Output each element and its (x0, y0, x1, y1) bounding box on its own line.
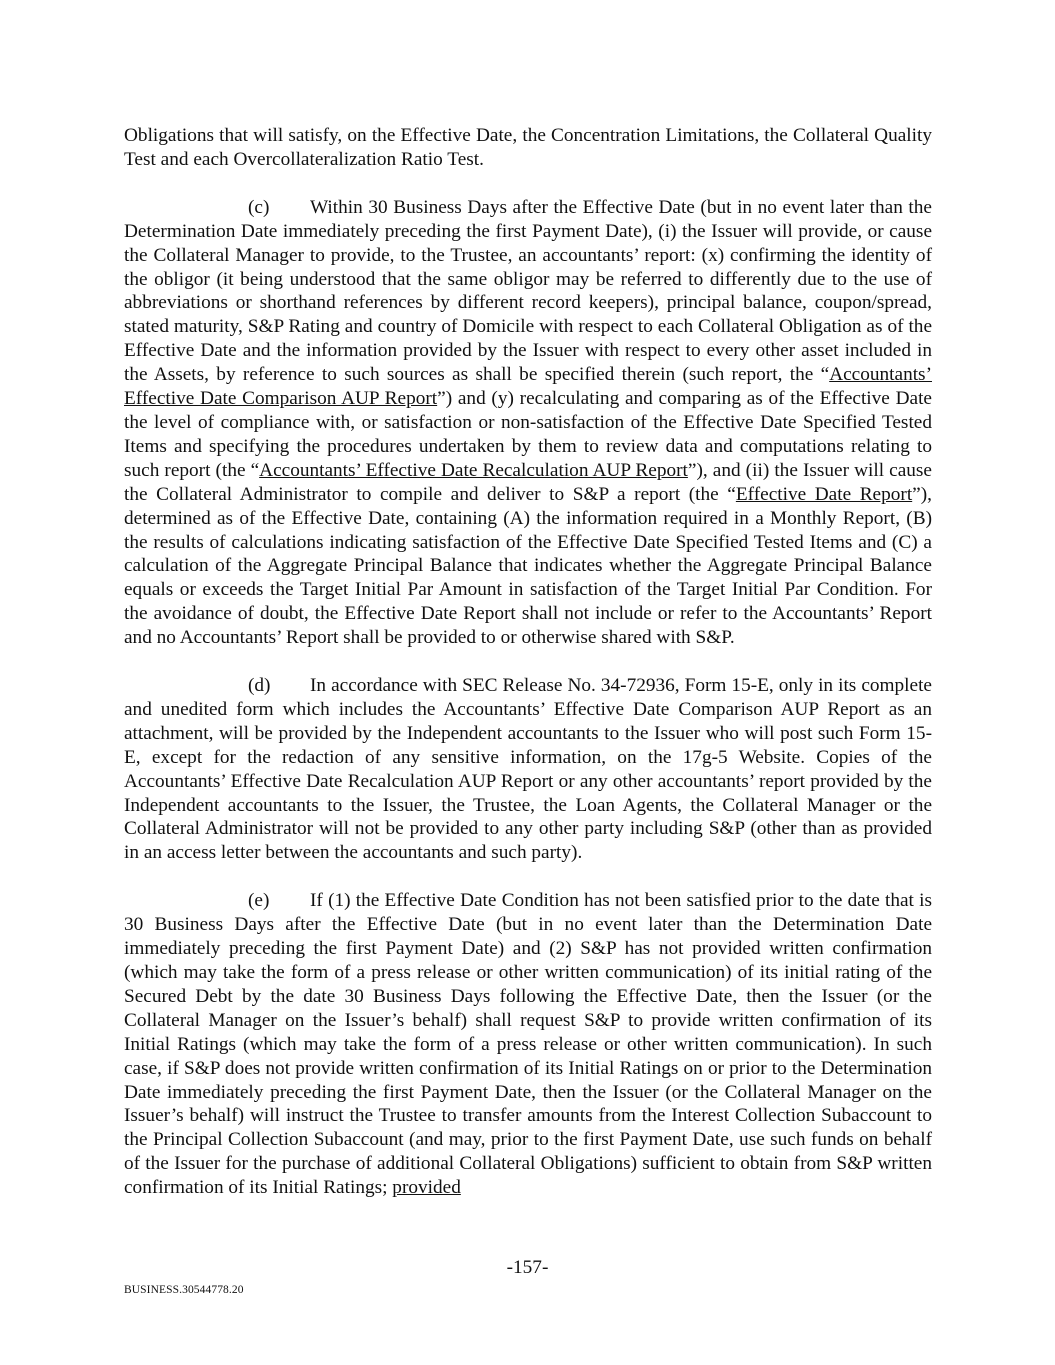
paragraph-d-label: (d) (248, 675, 271, 697)
defined-term-effective-date-report: Effective Date Report (735, 483, 913, 505)
defined-term-provided: provided (392, 1177, 461, 1199)
paragraph-e-label: (e) (248, 890, 270, 912)
defined-term-recalculation-aup-report: Accountants’ Effective Date Recalculation AUP Report (259, 459, 688, 481)
paragraph-d-text: In accordance with SEC Release No. 34-72936, Form 15-E, only in its complete and unedited form which includes the Accountants’ Effective Date Comparison AUP Report as an attachment, will be provided by the Independent accountants to the Issuer who will post such Form 15-E, except for the redaction of any sensitive information, on the 17g-5 Website. Copies of the Accountants’ Effective Date Recalculation AUP Report or any other accountants’ report provided by the Independent accountants to the Issuer, the Trustee, the Loan Agents, the Collateral Manager or the Collateral Administrator will not be provided to any other party including S&P (other than as provided in an access letter between the accountants and such party). (124, 675, 932, 864)
paragraph-c-text-2: ”) and (y) recalculating and comparing as of the Effective Date the level of compliance with, or satisfaction or non-satisfaction of the Effective Date Specified Tested Items and specifying the procedures undertaken by them to review data and computations relating to such report (the “ (124, 388, 932, 481)
paragraph-d (124, 674, 932, 865)
paragraph-e-text: If (1) the Effective Date Condition has not been satisfied prior to the date that is 30 Business Days after the Effective Date (but in no event later than the Determination Date immediately preceding the first Payment Date) and (2) S&P has not provided written confirmation (which may take the form of a press release or other written communication) of its initial rating of the Secured Debt by the date 30 Business Days following the Effective Date, then the Issuer (or the Collateral Manager on the Issuer’s behalf) shall request S&P to provide written confirmation of its Initial Ratings (which may take the form of a press release or other written communication). In such case, if S&P does not provide written confirmation of its Initial Ratings on or prior to the Determination Date immediately preceding the first Payment Date, then the Issuer (or the Collateral Manager on the Issuer’s behalf) will instruct the Trustee to transfer amounts from the Interest Collection Subaccount to the Principal Collection Subaccount (and may, prior to the first Payment Date, use such funds on behalf of the Issuer for the purchase of additional Collateral Obligations) sufficient to obtain from S&P written confirmation of its Initial Ratings; (124, 890, 932, 1199)
document-id: BUSINESS.30544778.20 (124, 1284, 244, 1296)
page-number: -157- (506, 1257, 549, 1278)
paragraph-c (124, 196, 932, 650)
intro-text: Obligations that will satisfy, on the Effective Date, the Concentration Limitations, the Collateral Quality Test and each Overcollateralization Ratio Test. (124, 125, 932, 170)
paragraph-c-text-1: Within 30 Business Days after the Effective Date (but in no event later than the Determination Date immediately preceding the first Payment Date), (i) the Issuer will provide, or cause the Collateral Manager to provide, to the Trustee, an accountants’ report: (x) confirming the identity of the obligor (it being understood that the same obligor may be referred to differently due to the use of abbreviations or shorthand references by different record keepers), principal balance, coupon/spread, stated maturity, S&P Rating and country of Domicile with respect to each Collateral Obligation as of the Effective Date and the information provided by the Issuer with respect to every other asset included in the Assets, by reference to such sources as shall be specified therein (such report, the “ (124, 196, 932, 386)
document-page (124, 124, 932, 1224)
intro-paragraph (124, 124, 932, 172)
defined-term-comparison-aup-report: Accountants’ Effective Date Comparison AUP Report (124, 364, 932, 410)
paragraph-c-text-4: ”), determined as of the Effective Date, containing (A) the information required in a Monthly Report, (B) the results of calculations indicating satisfaction of the Effective Date Specified Tested Items and (C) a calculation of the Aggregate Principal Balance that indicates whether the Aggregate Principal Balance equals or exceeds the Target Initial Par Amount in satisfaction of the Target Initial Par Condition. For the avoidance of doubt, the Effective Date Report shall not include or refer to the Accountants’ Report and no Accountants’ Report shall be provided to or otherwise shared with S&P. (124, 483, 932, 649)
paragraph-c-text-3: ”), and (ii) the Issuer will cause the Collateral Administrator to compile and deliver to S&P a report (the “ (124, 459, 932, 505)
paragraph-e (124, 889, 932, 1200)
paragraph-c-label: (c) (248, 196, 270, 218)
